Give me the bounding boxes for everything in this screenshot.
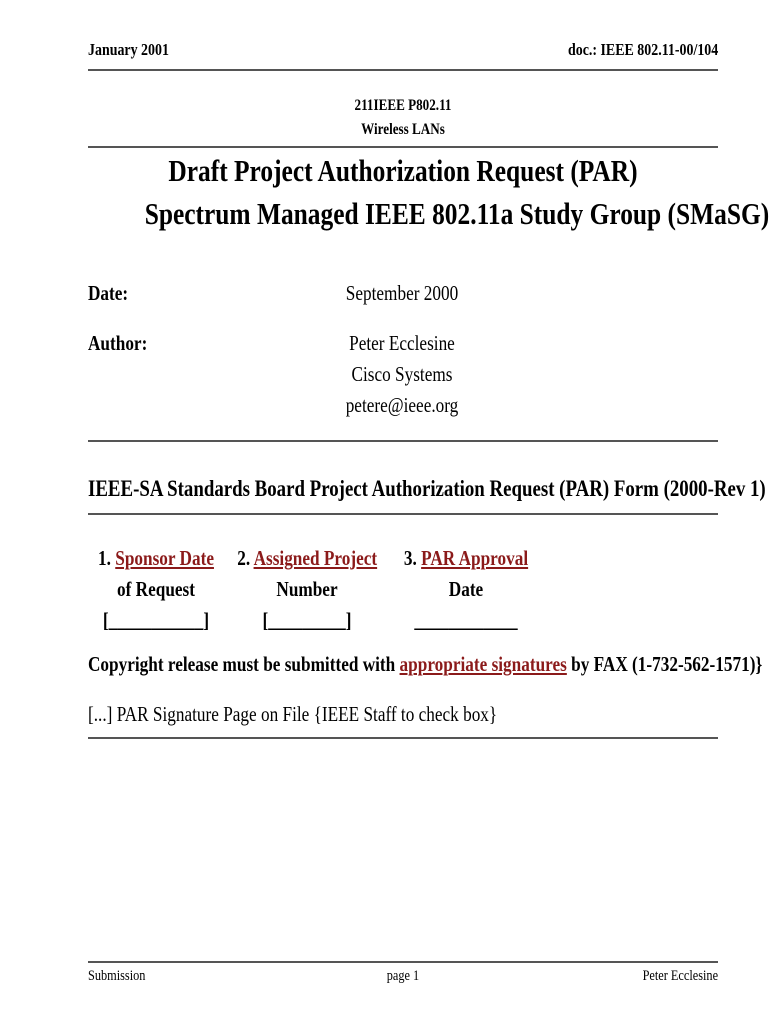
item-line2: Date (448, 577, 484, 601)
item-assigned-project (237, 543, 376, 636)
item-par-approval (400, 543, 531, 636)
assigned-project-link[interactable]: Assigned Project (253, 546, 378, 570)
author-email: petere@ieee.org (345, 393, 459, 417)
header-doc-id: doc.: IEEE 802.11-00/104 (567, 40, 718, 59)
author-company: Cisco Systems (351, 362, 453, 386)
item-line2: of Request (117, 577, 195, 601)
section-rule (88, 513, 718, 515)
author-name: Peter Ecclesine (349, 331, 455, 355)
date-label: Date: (88, 281, 129, 305)
copyright-suffix: by FAX (1-732-562-1571)} (566, 652, 763, 676)
par-approval-link[interactable]: PAR Approval (421, 546, 529, 570)
working-group: 211IEEE P802.11 (354, 97, 452, 114)
header-rule (88, 69, 718, 71)
footer-submission: Submission (88, 968, 146, 984)
page-title-line2: Spectrum Managed IEEE 802.11a Study Group (SMaSG) (144, 196, 770, 231)
meta-bottom-rule (88, 440, 718, 442)
page-title-line1: Draft Project Authorization Request (PAR) (168, 153, 638, 188)
sponsor-date-link[interactable]: Sponsor Date (115, 546, 214, 570)
item-number: 1. (98, 546, 116, 570)
copyright-prefix: Copyright release must be submitted with (88, 652, 400, 676)
footer-page-number: page 1 (386, 968, 420, 984)
appropriate-signatures-link[interactable]: appropriate signatures (399, 652, 567, 676)
title-top-rule (88, 146, 718, 148)
item-sponsor-date (90, 543, 221, 636)
author-label: Author: (88, 331, 148, 355)
item-line2: Number (276, 577, 338, 601)
item-line3: [_________] (262, 608, 352, 632)
item-number: 2. (237, 546, 254, 570)
working-group-name: Wireless LANs (361, 121, 445, 138)
copyright-notice (88, 652, 762, 677)
section-title: IEEE-SA Standards Board Project Authorization Request (PAR) Form (2000-Rev 1) (88, 476, 766, 501)
footer-rule (88, 961, 718, 963)
date-value: September 2000 (345, 281, 459, 305)
body-bottom-rule (88, 737, 718, 739)
item-number: 3. (403, 546, 422, 570)
signature-page-note: [...] PAR Signature Page on File {IEEE Staff to check box} (88, 702, 498, 726)
item-line3: [___________] (102, 608, 210, 632)
header-date: January 2001 (88, 40, 169, 59)
item-line3: ____________ (414, 608, 518, 632)
footer-author: Peter Ecclesine (642, 968, 718, 984)
